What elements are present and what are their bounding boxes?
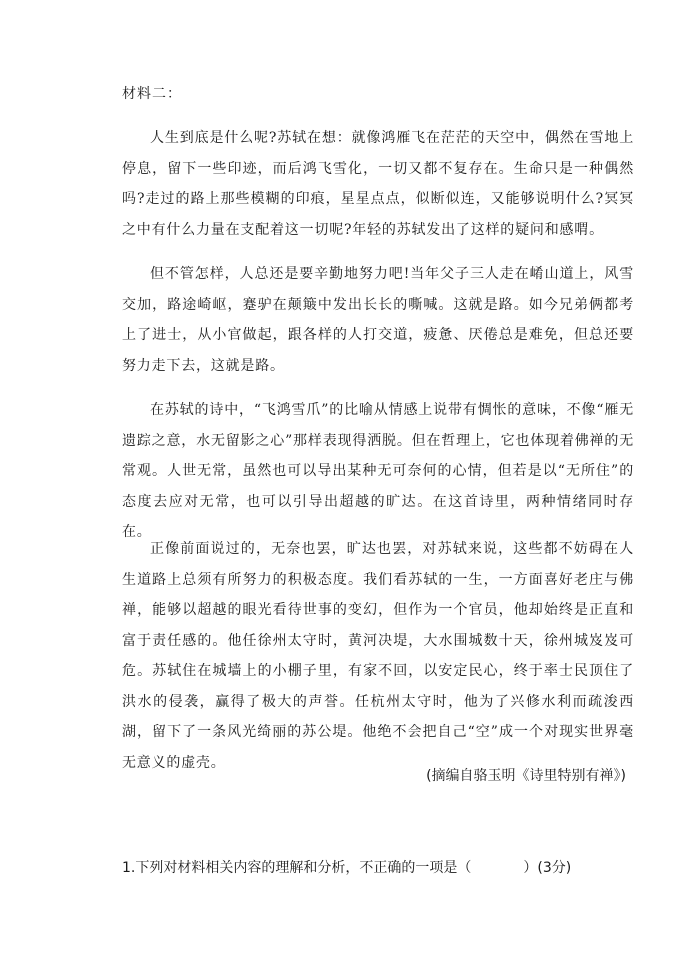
source-citation: (摘编自骆玉明《诗里特别有禅》) (426, 768, 626, 784)
question-1 (122, 858, 571, 878)
question-stem: 1.下列对材料相关内容的理解和分析，不正确的一项是（ (122, 860, 472, 876)
paragraph-3: 在苏轼的诗中，“飞鸿雪爪”的比喻从情感上说带有惆怅的意味，不像“雁无遗踪之意，水无留影之心”那样表现得洒脱。但在哲理上，它也体现着佛禅的无常观。人世无常，虽然也可以导出某种无可奈何的心情，但若是以“无所住”的态度去应对无常，也可以引导出超越的旷达。在这首诗里，两种情绪同时存在。 (122, 402, 634, 540)
question-score: ）(3分) (523, 860, 572, 876)
paragraph-1: 人生到底是什么呢?苏轼在想：就像鸿雁飞在茫茫的天空中，偶然在雪地上停息，留下一些印迹，而后鸿飞雪化，一切又都不复存在。生命只是一种偶然吗?走过的路上那些模糊的印痕，星星点点，似断似连，又能够说明什么?冥冥之中有什么力量在支配着这一切呢?年轻的苏轼发出了这样的疑问和感喟。 (122, 130, 634, 238)
paragraph-4: 正像前面说过的，无奈也罢，旷达也罢，对苏轼来说，这些都不妨碍在人生道路上总须有所努力的积极态度。我们看苏轼的一生，一方面喜好老庄与佛禅，能够以超越的眼光看待世事的变幻，但作为一个官员，他却始终是正直和富于责任感的。他任徐州太守时，黄河决堤，大水围城数十天，徐州城岌岌可危。苏轼住在城墙上的小棚子里，有家不回，以安定民心，终于率士民顶住了洪水的侵袭，赢得了极大的声誉。任杭州太守时，他为了兴修水利而疏浚西湖，留下了一条风光绮丽的苏公堤。他绝不会把自己“空”成一个对现实世界毫无意义的虚壳。 (122, 541, 634, 771)
material-heading: 材料二： (122, 86, 182, 102)
paragraph-2: 但不管怎样，人总还是要辛勤地努力吧!当年父子三人走在崤山道上，风雪交加，路途崎岖，蹇驴在颠簸中发出长长的嘶喊。这就是路。如今兄弟俩都考上了进士，从小官做起，跟各样的人打交道，疲惫、厌倦总是难免，但总还要努力走下去，这就是路。 (122, 266, 634, 374)
